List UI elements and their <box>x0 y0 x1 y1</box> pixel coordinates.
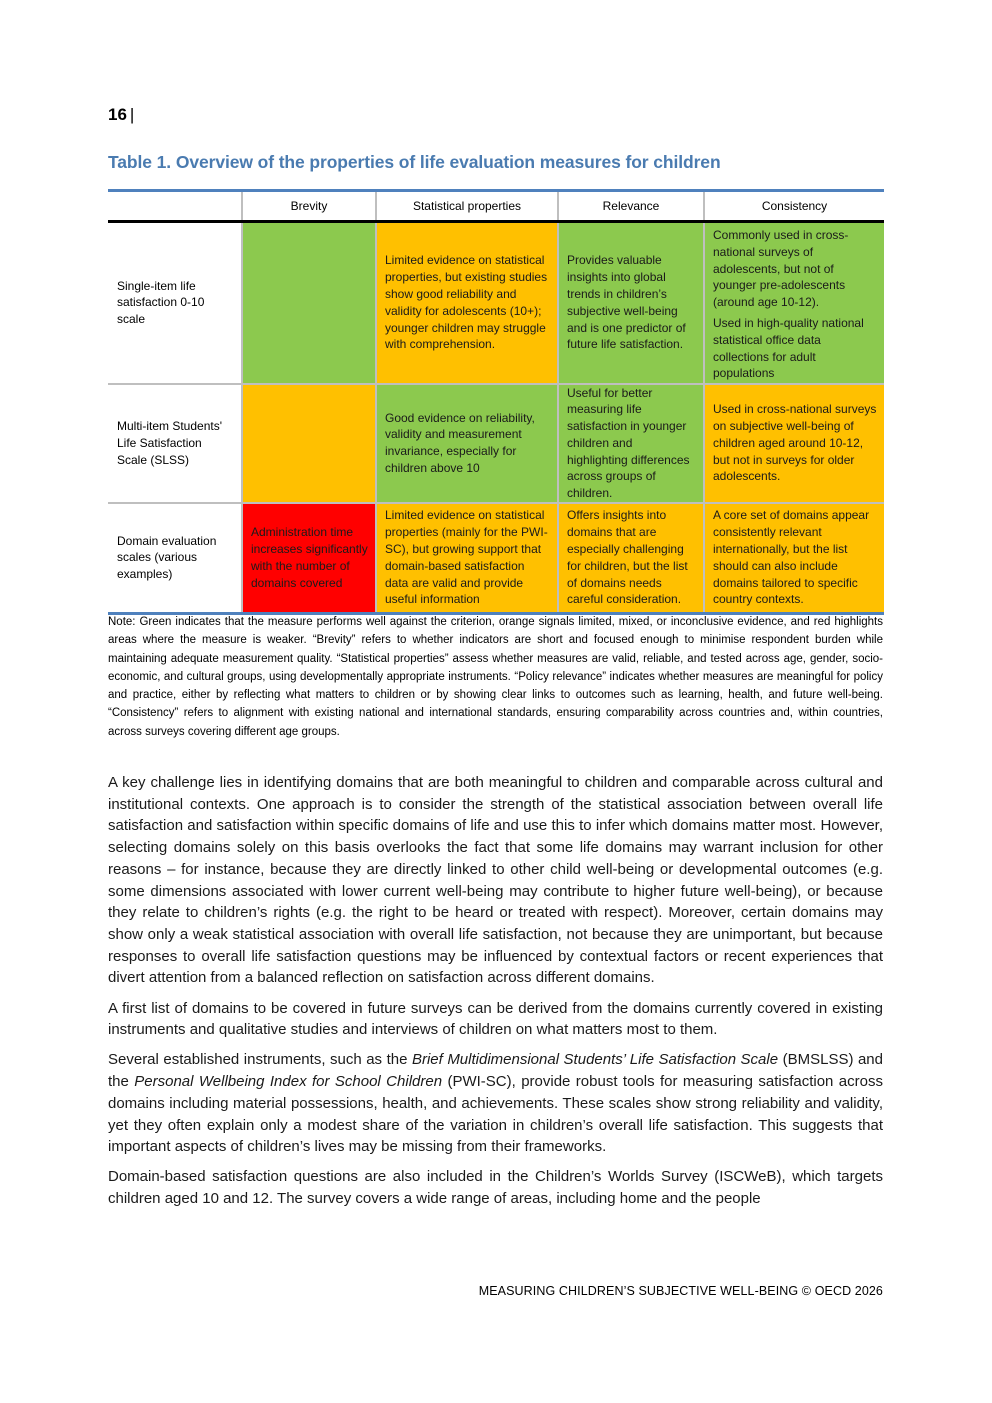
table-header-row <box>108 191 884 222</box>
body-text <box>108 772 883 1218</box>
header-brevity: Brevity <box>242 191 376 222</box>
cell-consistency-text-2: Used in high-quality national statistical office data collections for adult populations <box>713 315 864 381</box>
header-consistency: Consistency <box>704 191 884 222</box>
cell-relevance: Offers insights into domains that are especially challenging for children, but the list of domains needs careful consideration. <box>558 503 704 613</box>
cell-statistical: Good evidence on reliability, validity and measurement invariance, especially for children above 10 <box>376 384 558 504</box>
table-note: Note: Green indicates that the measure performs well against the criterion, orange signals limited, mixed, or inconclusive evidence, and red highlights areas where the measure is weaker. “Brevity” refers to whether indicators are short and focused enough to minimise respondent burden while maintaining adequate measurement quality. “Statistical properties” assess whether measures are valid, reliable, and tested across age, gender, socio-economic, and cultural groups, using developmentally appropriate instruments. “Policy relevance” indicates whether measures are meaningful for policy and practice, either by reflecting what matters to children or by showing clear links to outcomes such as learning, health, and future well-being. “Consistency” refers to alignment with existing national and international standards, ensuring comparability across countries and, within countries, across surveys covering different age groups. <box>108 616 883 738</box>
row-label: Multi-item Students' Life Satisfaction Scale (SLSS) <box>108 384 242 504</box>
page-footer: MEASURING CHILDREN’S SUBJECTIVE WELL-BEING © OECD 2026 <box>478 1284 883 1298</box>
cell-brevity: Administration time increases significantly with the number of domains covered <box>242 503 376 613</box>
page-number: 16 | <box>108 105 135 124</box>
properties-table <box>108 189 884 615</box>
header-blank <box>108 191 242 222</box>
cell-consistency: Used in cross-national surveys on subjective well-being of children aged around 10-12, but not in surveys for older adolescents. <box>704 384 884 504</box>
cell-consistency-text-1: Commonly used in cross-national surveys of adolescents, but not of younger pre-adolescents (around age 10-12). <box>713 228 849 310</box>
cell-brevity <box>242 384 376 504</box>
cell-relevance: Useful for better measuring life satisfaction in younger children and highlighting differences across groups of children. <box>558 384 704 504</box>
paragraph: Domain-based satisfaction questions are also included in the Children’s Worlds Survey (ISCWeB), which targets children aged 10 and 12. The survey covers a wide range of areas, including home and the people <box>108 1168 883 1208</box>
paragraph: A first list of domains to be covered in future surveys can be derived from the domains currently covered in existing instruments and qualitative studies and interviews of children on what matters most to them. <box>108 999 883 1039</box>
instrument-name: Personal Wellbeing Index for School Children <box>134 1073 443 1091</box>
cell-consistency <box>704 222 884 384</box>
cell-statistical: Limited evidence on statistical properties (mainly for the PWI-SC), but growing support that domain-based satisfaction data are valid and provide useful information <box>376 503 558 613</box>
header-statistical: Statistical properties <box>376 191 558 222</box>
cell-brevity <box>242 222 376 384</box>
table-title: Table 1. Overview of the properties of life evaluation measures for children <box>108 152 721 172</box>
cell-consistency: A core set of domains appear consistently relevant internationally, but the list should can also include domains tailored to specific country contexts. <box>704 503 884 613</box>
row-label: Single-item life satisfaction 0-10 scale <box>117 278 205 327</box>
table-row <box>108 222 884 384</box>
paragraph: Several established instruments, such as the Brief Multidimensional Students’ Life Satisfaction Scale (BMSLSS) and the Personal Wellbeing Index for School Children (PWI-SC), provide robust tools for measuring satisfaction across domains including material possessions, health, and achievements. These scales show strong reliability and validity, yet they often explain only a modest share of the variation in children’s overall life satisfaction. This suggests that important aspects of children’s lives may be missing from their frameworks. <box>108 1051 883 1156</box>
instrument-name: Brief Multidimensional Students’ Life Satisfaction Scale <box>411 1051 779 1069</box>
row-label: Domain evaluation scales (various examples) <box>108 503 242 613</box>
table-row <box>108 384 884 504</box>
header-relevance: Relevance <box>558 191 704 222</box>
table-row <box>108 503 884 613</box>
paragraph: A key challenge lies in identifying domains that are both meaningful to children and comparable across cultural and institutional contexts. One approach is to consider the strength of the statistical association between overall life satisfaction and satisfaction within specific domains of life and use this to infer which domains matter most. However, selecting domains solely on this basis overlooks the fact that some life domains may warrant inclusion for other reasons – for instance, because they are directly linked to other child well-being or developmental outcomes (e.g. some dimensions associated with lower current well-being may contribute to higher future well-being), or because they relate to children’s rights (e.g. the right to be heard or treated with respect). Moreover, certain domains may show only a weak statistical association with overall life satisfaction, not because they are unimportant, but because responses to overall life satisfaction questions may be influenced by contextual factors or recent experiences that divert attention from a balanced reflection on satisfaction across different domains. <box>108 774 883 987</box>
cell-relevance: Provides valuable insights into global trends in children’s subjective well-being and is one predictor of future life satisfaction. <box>558 222 704 384</box>
cell-statistical: Limited evidence on statistical properties, but existing studies show good reliability and validity for adolescents (10+); younger children may struggle with comprehension. <box>376 222 558 384</box>
